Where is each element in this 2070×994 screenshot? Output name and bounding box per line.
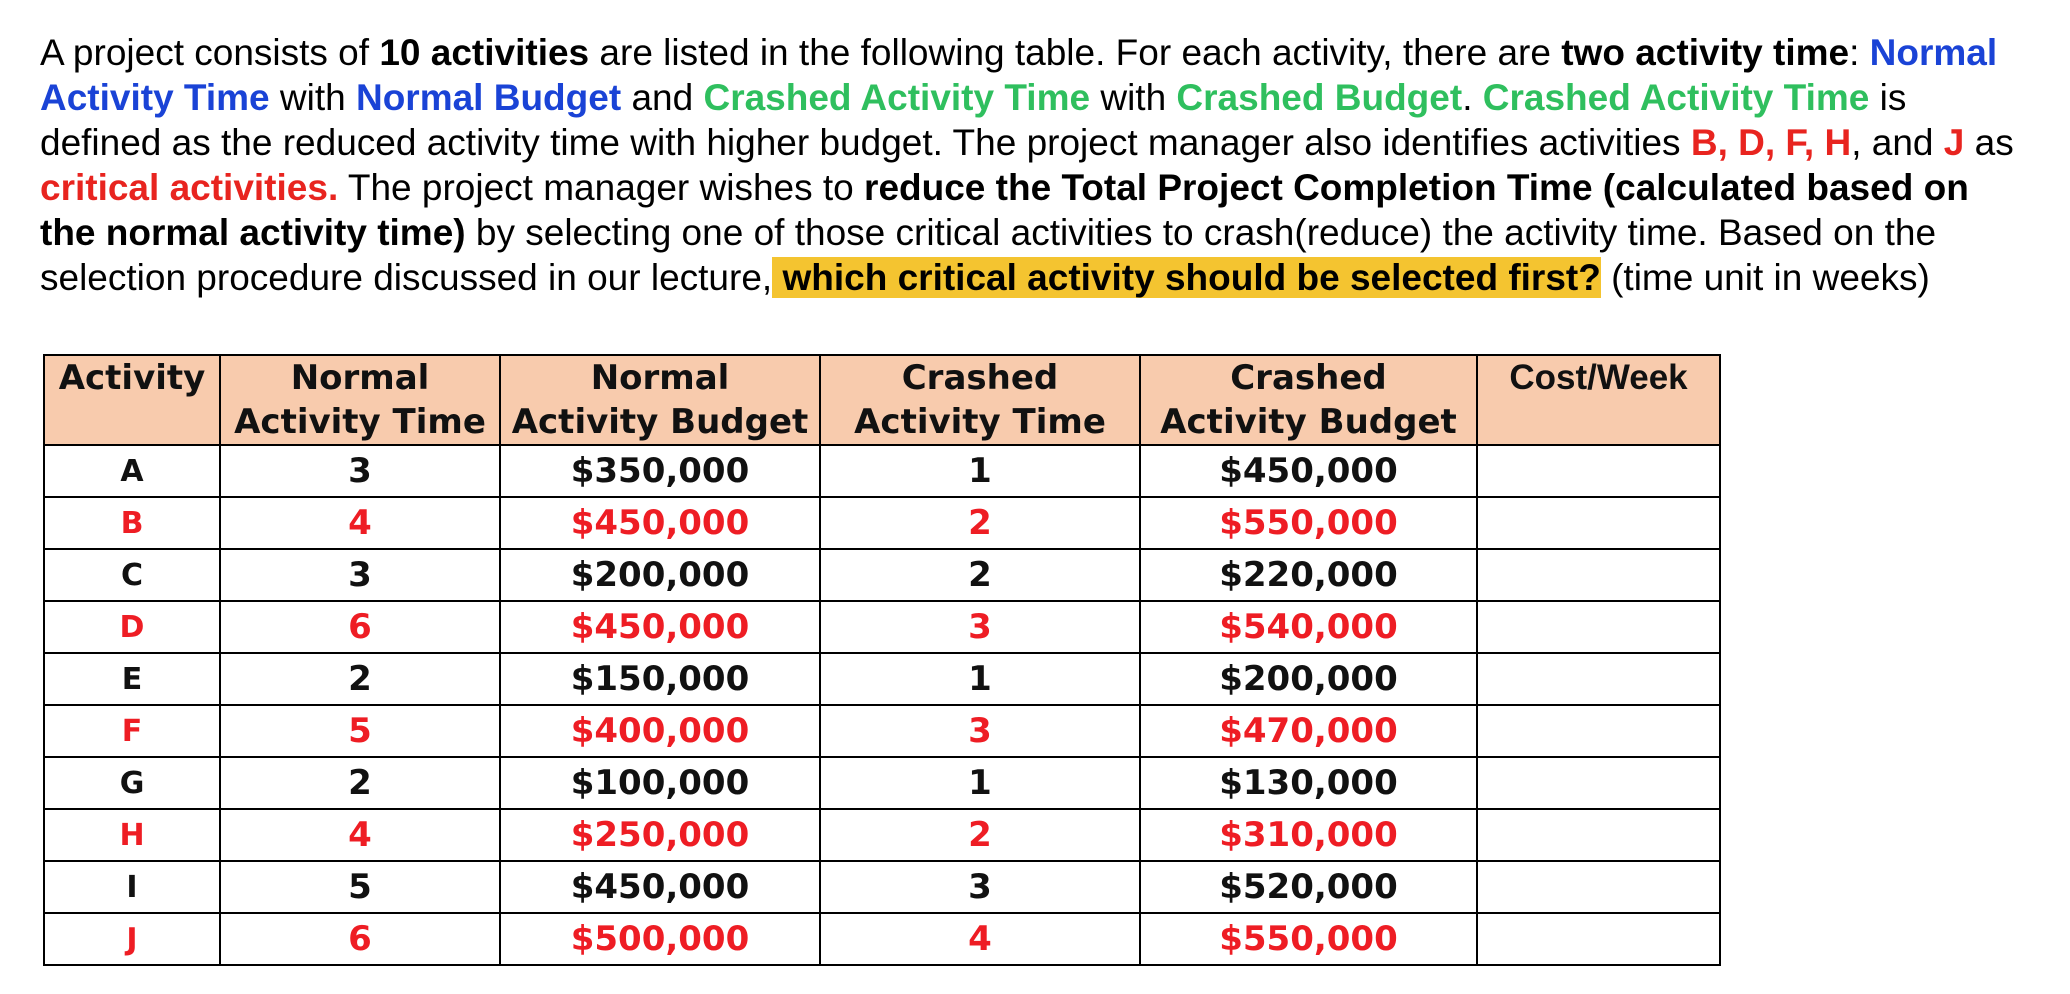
- activity-table: [43, 354, 1721, 966]
- problem-text: :: [1849, 32, 1870, 73]
- cost-per-week-cell: [1477, 705, 1720, 757]
- critical-activity-list: B, D, F, H: [1690, 122, 1852, 163]
- crashed-budget-cell: $550,000: [1140, 497, 1477, 549]
- crashed-time-cell: 1: [820, 757, 1140, 809]
- activity-cell: H: [44, 809, 220, 861]
- table-row: [44, 861, 1720, 913]
- normal-activity-time-term: Normal Activity Time: [40, 32, 1998, 118]
- normal-budget-cell: $450,000: [500, 497, 820, 549]
- crashed-budget-cell: $310,000: [1140, 809, 1477, 861]
- problem-text: is defined as the reduced activity time with higher budget. The project manager also identifies activities: [40, 77, 1907, 163]
- table-row: [44, 913, 1720, 965]
- normal-budget-cell: $450,000: [500, 861, 820, 913]
- cost-per-week-cell: [1477, 445, 1720, 497]
- activity-cell: B: [44, 497, 220, 549]
- highlighted-question: which critical activity should be selected first?: [772, 257, 1601, 298]
- activity-cell: E: [44, 653, 220, 705]
- crashed-time-cell: 2: [820, 809, 1140, 861]
- cost-per-week-cell: [1477, 497, 1720, 549]
- crashed-activity-time-term: Crashed Activity Time: [703, 77, 1091, 118]
- table-row: [44, 653, 1720, 705]
- crashed-budget-cell: $200,000: [1140, 653, 1477, 705]
- normal-budget-cell: $450,000: [500, 601, 820, 653]
- normal-time-cell: 6: [220, 601, 500, 653]
- normal-time-cell: 4: [220, 497, 500, 549]
- table-row: [44, 601, 1720, 653]
- normal-budget-cell: $150,000: [500, 653, 820, 705]
- normal-time-cell: 2: [220, 653, 500, 705]
- normal-time-cell: 5: [220, 705, 500, 757]
- activity-count: 10 activities: [379, 32, 590, 73]
- crashed-budget-cell: $130,000: [1140, 757, 1477, 809]
- header-crashed-activity-time: Crashed Activity Time: [820, 355, 1140, 445]
- problem-text: The project manager wishes to: [338, 167, 865, 208]
- crashed-budget-term: Crashed Budget: [1176, 77, 1463, 118]
- activity-cell: J: [44, 913, 220, 965]
- problem-statement: [40, 30, 2030, 300]
- problem-text: as: [1964, 122, 2014, 163]
- normal-budget-cell: $200,000: [500, 549, 820, 601]
- table-header-row: [44, 355, 1720, 445]
- cost-per-week-cell: [1477, 809, 1720, 861]
- problem-text: by selecting one of those critical activities to crash(reduce) the activity time. Based on the selection procedure discussed in our lecture,: [40, 212, 1937, 298]
- activity-cell: C: [44, 549, 220, 601]
- normal-budget-term: Normal Budget: [355, 77, 622, 118]
- crashed-time-cell: 3: [820, 861, 1140, 913]
- critical-activities-term: critical activities.: [40, 167, 339, 208]
- crashed-time-cell: 2: [820, 549, 1140, 601]
- reduce-completion-time-phrase: reduce the Total Project Completion Time (calculated based on the normal activity time): [40, 167, 1969, 253]
- normal-budget-cell: $350,000: [500, 445, 820, 497]
- activity-cell: I: [44, 861, 220, 913]
- cost-per-week-cell: [1477, 861, 1720, 913]
- problem-text: , and: [1851, 122, 1944, 163]
- cost-per-week-cell: [1477, 757, 1720, 809]
- two-activity-time: two activity time: [1561, 32, 1850, 73]
- cost-per-week-cell: [1477, 549, 1720, 601]
- problem-text: are listed in the following table. For each activity, there are: [589, 32, 1562, 73]
- normal-time-cell: 3: [220, 445, 500, 497]
- normal-time-cell: 6: [220, 913, 500, 965]
- crashed-budget-cell: $470,000: [1140, 705, 1477, 757]
- crashed-time-cell: 3: [820, 705, 1140, 757]
- header-normal-activity-budget: Normal Activity Budget: [500, 355, 820, 445]
- activity-cell: D: [44, 601, 220, 653]
- time-unit-note: (time unit in weeks): [1600, 257, 1930, 298]
- problem-text: with: [269, 77, 356, 118]
- cost-per-week-cell: [1477, 913, 1720, 965]
- header-cost-per-week: Cost/Week: [1477, 355, 1720, 445]
- header-crashed-activity-budget: Crashed Activity Budget: [1140, 355, 1477, 445]
- problem-text: with: [1090, 77, 1177, 118]
- problem-text: A project consists of: [40, 32, 380, 73]
- table-row: [44, 549, 1720, 601]
- crashed-time-cell: 1: [820, 445, 1140, 497]
- table-row: [44, 809, 1720, 861]
- crashed-time-cell: 1: [820, 653, 1140, 705]
- cost-per-week-cell: [1477, 653, 1720, 705]
- crashed-budget-cell: $540,000: [1140, 601, 1477, 653]
- crashed-time-cell: 2: [820, 497, 1140, 549]
- crashed-time-cell: 3: [820, 601, 1140, 653]
- crashed-time-cell: 4: [820, 913, 1140, 965]
- cost-per-week-cell: [1477, 601, 1720, 653]
- normal-budget-cell: $100,000: [500, 757, 820, 809]
- activity-cell: F: [44, 705, 220, 757]
- normal-time-cell: 3: [220, 549, 500, 601]
- critical-activity-j: J: [1943, 122, 1965, 163]
- crashed-budget-cell: $550,000: [1140, 913, 1477, 965]
- activity-cell: G: [44, 757, 220, 809]
- table-row: [44, 497, 1720, 549]
- normal-budget-cell: $500,000: [500, 913, 820, 965]
- activity-cell: A: [44, 445, 220, 497]
- normal-time-cell: 4: [220, 809, 500, 861]
- normal-budget-cell: $250,000: [500, 809, 820, 861]
- table-row: [44, 757, 1720, 809]
- header-normal-activity-time: Normal Activity Time: [220, 355, 500, 445]
- crashed-budget-cell: $450,000: [1140, 445, 1477, 497]
- table-row: [44, 445, 1720, 497]
- problem-text: .: [1462, 77, 1483, 118]
- table-row: [44, 705, 1720, 757]
- problem-text: and: [621, 77, 704, 118]
- crashed-budget-cell: $220,000: [1140, 549, 1477, 601]
- normal-time-cell: 2: [220, 757, 500, 809]
- crashed-activity-time-definition-term: Crashed Activity Time: [1482, 77, 1870, 118]
- header-activity: Activity: [44, 355, 220, 445]
- normal-time-cell: 5: [220, 861, 500, 913]
- crashed-budget-cell: $520,000: [1140, 861, 1477, 913]
- normal-budget-cell: $400,000: [500, 705, 820, 757]
